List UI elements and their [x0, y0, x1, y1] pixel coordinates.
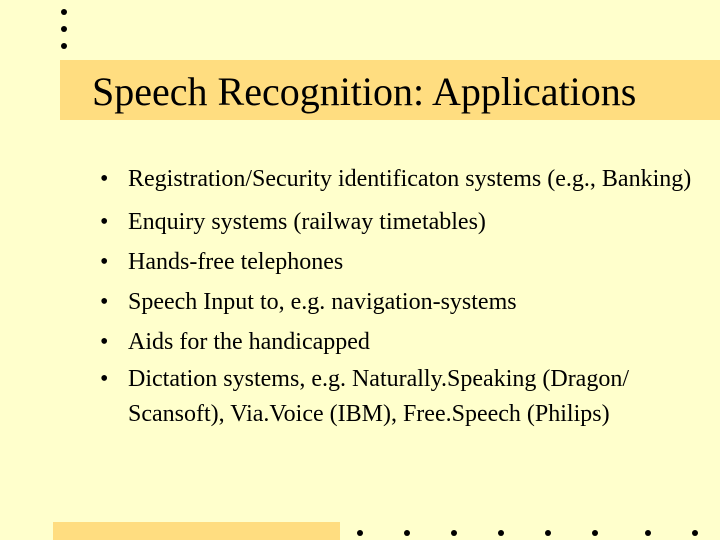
list-item — [100, 282, 705, 322]
decorative-dot — [61, 9, 67, 15]
list-item — [100, 162, 705, 202]
decorative-dot — [498, 530, 504, 536]
bullet-text: Speech Input to, e.g. navigation-systems — [128, 289, 517, 315]
list-item — [100, 242, 705, 282]
bullet-icon: • — [100, 329, 109, 355]
bullet-icon: • — [100, 209, 109, 235]
bullet-icon: • — [100, 166, 109, 192]
bullet-text: Registration/Security identificaton systems (e.g., Banking) — [128, 166, 692, 192]
list-item — [100, 322, 705, 362]
bullet-text: Hands-free telephones — [128, 249, 344, 275]
list-item — [100, 362, 705, 437]
decorative-dot — [692, 530, 698, 536]
bullet-text: Enquiry systems (railway timetables) — [128, 209, 486, 235]
list-item — [100, 202, 705, 242]
decorative-dot — [645, 530, 651, 536]
decorative-dot — [61, 26, 67, 32]
bullet-icon: • — [100, 366, 109, 392]
decorative-dot — [451, 530, 457, 536]
bullet-list — [100, 162, 705, 437]
decorative-dot — [357, 530, 363, 536]
bullet-text: Dictation systems, e.g. Naturally.Speaking (Dragon/ Scansoft), Via.Voice (IBM), Free.Speech (Philips) — [128, 366, 629, 427]
decorative-dot — [545, 530, 551, 536]
decorative-dot — [404, 530, 410, 536]
bullet-icon: • — [100, 289, 109, 315]
bottom-band — [53, 522, 340, 540]
slide-title: Speech Recognition: Applications — [92, 69, 637, 114]
decorative-dot — [592, 530, 598, 536]
decorative-dot — [61, 43, 67, 49]
bullet-icon: • — [100, 249, 109, 275]
bullet-text: Aids for the handicapped — [128, 329, 370, 355]
